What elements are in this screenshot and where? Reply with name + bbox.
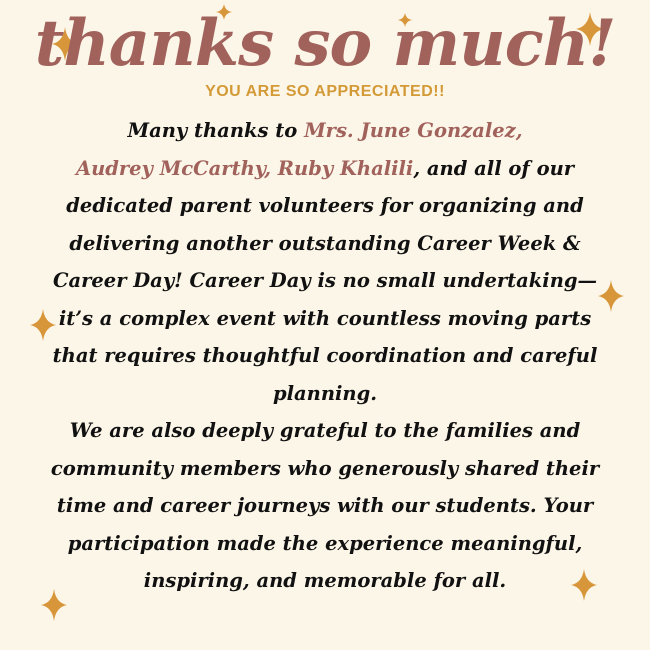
highlighted-name: Mrs. June Gonzalez,: [304, 119, 523, 142]
message-body: [40, 112, 610, 600]
page-title: thanks so much!: [34, 6, 616, 81]
paragraph-volunteers: [40, 112, 610, 412]
paragraph-text: , and all of our dedicated parent volunteers for organizing and delivering another outstanding Career Week & Career Day! Career Day is no small undertaking—it’s a complex event with countless moving parts that requires thoughtful coordination and careful planning.: [52, 156, 598, 405]
subtitle: YOU ARE SO APPRECIATED!!: [205, 83, 445, 100]
paragraph-families: We are also deeply grateful to the families and community members who generously shared their time and career journeys with our students. Your participation made the experience meaningful, inspiring, and memorable for all.: [50, 419, 600, 592]
lead-text: Many thanks to: [127, 119, 305, 142]
highlighted-names: Audrey McCarthy, Ruby Khalili: [75, 156, 414, 180]
